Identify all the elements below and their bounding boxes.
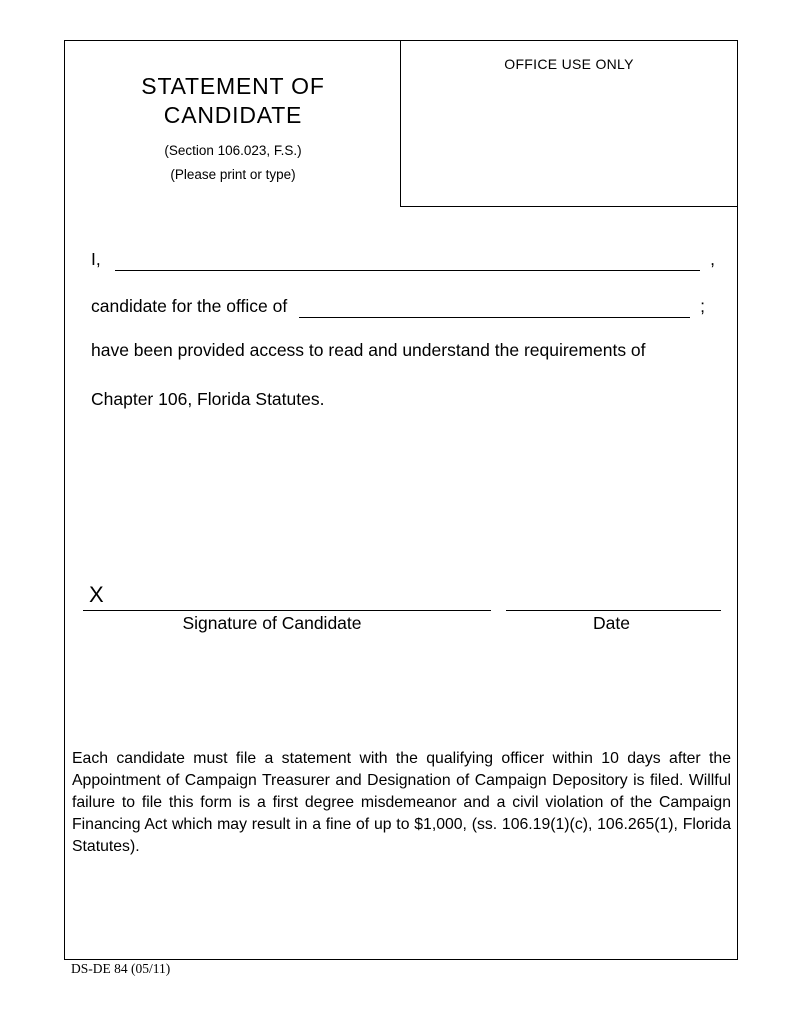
date-input[interactable] xyxy=(506,582,721,611)
candidate-name-prefix: I, xyxy=(91,249,101,269)
signature-label: Signature of Candidate xyxy=(182,613,362,633)
form-title-line2: CANDIDATE xyxy=(163,102,303,128)
statement-line3: have been provided access to read and understand the requirements of xyxy=(91,340,646,360)
print-or-type-note: (Please print or type) xyxy=(170,167,296,182)
signature-x-mark: X xyxy=(89,582,104,607)
candidate-name-input[interactable] xyxy=(115,244,700,271)
office-use-only-label: OFFICE USE ONLY xyxy=(504,56,634,72)
office-row xyxy=(91,291,705,318)
filing-notice: Each candidate must file a statement with the qualifying officer within 10 days after the Appointment of Campaign Treasurer and Designation of Campaign Depository is filed. Willful failure to file this form is a first degree misdemeanor and a civil violation of the Campaign Financing Act which may result in a fine of up to $1,000, (ss. 106.19(1)(c), 106.265(1), Florida Statutes). xyxy=(72,750,731,855)
form-title-block xyxy=(65,72,401,182)
candidate-name-row xyxy=(91,244,715,271)
form-title-line1: STATEMENT OF xyxy=(141,73,325,99)
office-punct: ; xyxy=(700,296,705,316)
signature-input[interactable] xyxy=(83,582,491,611)
statement-line4: Chapter 106, Florida Statutes. xyxy=(91,389,325,409)
candidate-name-punct: , xyxy=(710,249,715,269)
office-prefix: candidate for the office of xyxy=(91,296,288,316)
form-number: DS-DE 84 (05/11) xyxy=(71,961,171,976)
office-use-only-box xyxy=(400,41,737,207)
section-reference: (Section 106.023, F.S.) xyxy=(164,143,302,158)
date-label: Date xyxy=(593,613,630,633)
office-input[interactable] xyxy=(299,291,690,318)
form-border xyxy=(64,40,738,960)
